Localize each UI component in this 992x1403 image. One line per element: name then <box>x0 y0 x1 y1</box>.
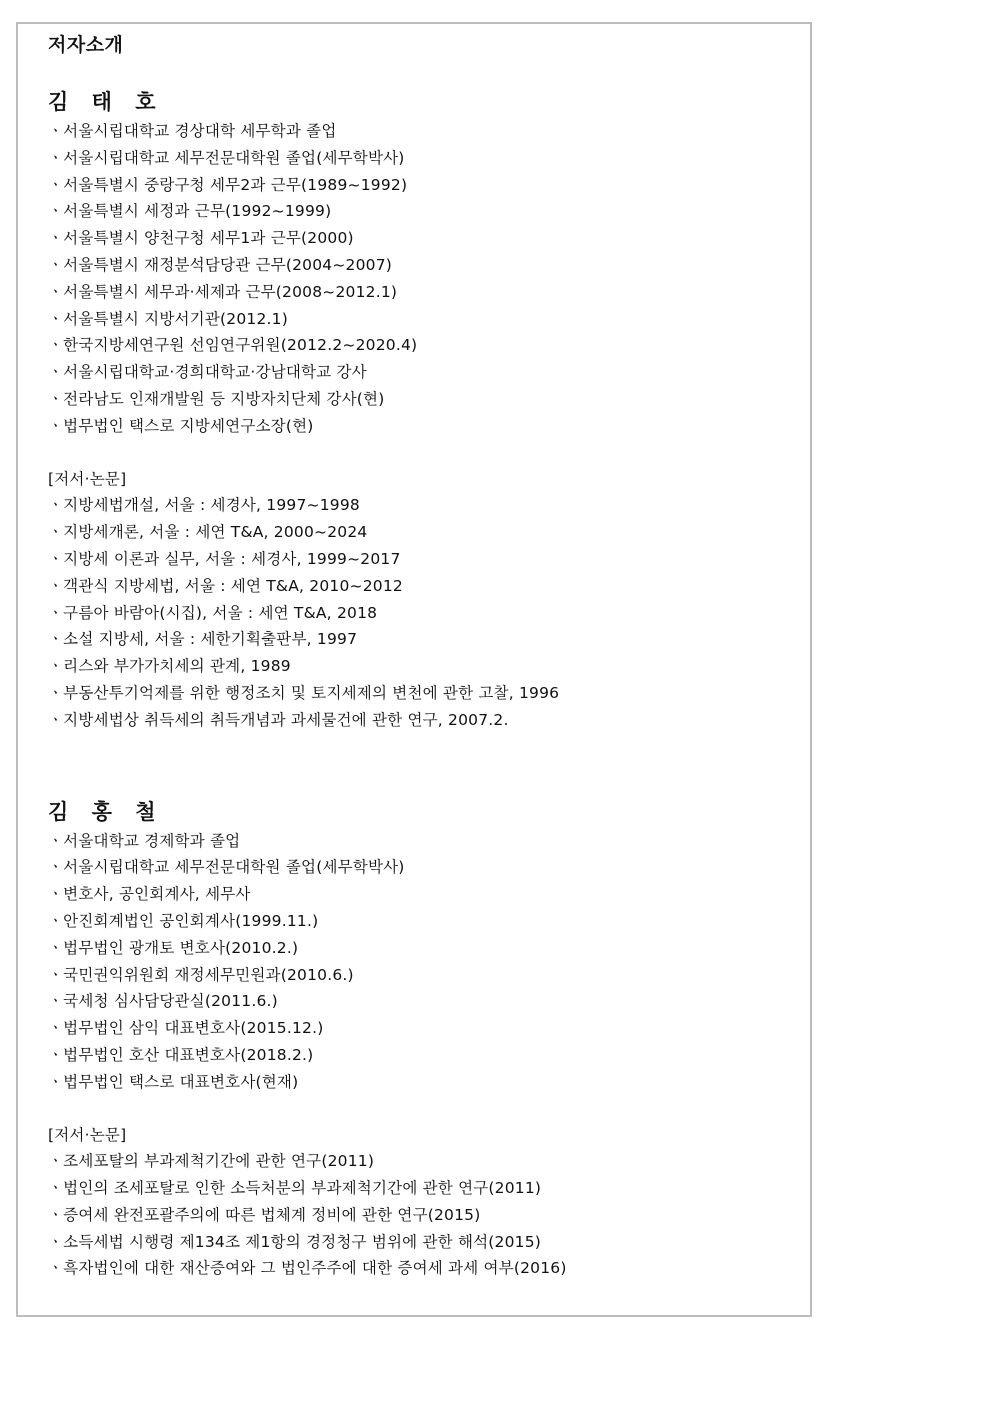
list-item: ㆍ서울특별시 세무과·세제과 근무(2008~2012.1) <box>48 282 398 301</box>
list-item: ㆍ서울특별시 세정과 근무(1992~1999) <box>48 202 332 221</box>
list-item: ㆍ조세포탈의 부과제척기간에 관한 연구(2011) <box>48 1152 375 1171</box>
list-item: ㆍ전라남도 인재개발원 등 지방자치단체 강사(현) <box>48 389 385 408</box>
list-item: ㆍ서울시립대학교 세무전문대학원 졸업(세무학박사) <box>48 148 405 167</box>
list-item: ㆍ법무법인 택스로 대표변호사(현재) <box>48 1072 299 1091</box>
author-name: 김 홍 철 <box>48 799 164 824</box>
publications-list <box>48 1148 798 1282</box>
list-item: ㆍ법무법인 호산 대표변호사(2018.2.) <box>48 1045 314 1064</box>
list-item: ㆍ법무법인 삼익 대표변호사(2015.12.) <box>48 1019 324 1038</box>
publications-list <box>48 492 798 733</box>
publications-label: [저서·논문] <box>48 469 127 488</box>
list-item: ㆍ서울특별시 재정분석담당관 근무(2004~2007) <box>48 255 393 274</box>
career-list <box>48 118 798 440</box>
list-item: ㆍ리스와 부가가치세의 관계, 1989 <box>48 657 291 676</box>
list-item: ㆍ서울시립대학교 세무전문대학원 졸업(세무학박사) <box>48 858 405 877</box>
list-item: ㆍ서울특별시 양천구청 세무1과 근무(2000) <box>48 229 354 248</box>
list-item: ㆍ국민권익위원회 재정세무민원과(2010.6.) <box>48 965 354 984</box>
document-frame <box>16 22 812 1317</box>
author-name: 김 태 호 <box>48 90 164 114</box>
list-item: ㆍ국세청 심사담당관실(2011.6.) <box>48 992 278 1011</box>
list-item: ㆍ법인의 조세포탈로 인한 소득처분의 부과제척기간에 관한 연구(2011) <box>48 1179 542 1198</box>
document-content <box>48 32 798 1282</box>
list-item: ㆍ흑자법인에 대한 재산증여와 그 법인주주에 대한 증여세 과세 여부(2016) <box>48 1259 567 1278</box>
list-item: ㆍ지방세 이론과 실무, 서울 : 세경사, 1999~2017 <box>48 549 401 568</box>
list-item: ㆍ법무법인 택스로 지방세연구소장(현) <box>48 416 314 435</box>
page-title: 저자소개 <box>48 34 124 56</box>
list-item: ㆍ한국지방세연구원 선임연구위원(2012.2~2020.4) <box>48 336 418 355</box>
career-list <box>48 828 798 1096</box>
list-item: ㆍ증여세 완전포괄주의에 따른 법체계 정비에 관한 연구(2015) <box>48 1205 481 1224</box>
list-item: ㆍ구름아 바람아(시집), 서울 : 세연 T&A, 2018 <box>48 603 378 622</box>
list-item: ㆍ서울시립대학교 경상대학 세무학과 졸업 <box>48 122 337 140</box>
list-item: ㆍ객관식 지방세법, 서울 : 세연 T&A, 2010~2012 <box>48 576 403 595</box>
list-item: ㆍ안진회계법인 공인회계사(1999.11.) <box>48 911 319 930</box>
list-item: ㆍ서울특별시 지방서기관(2012.1) <box>48 309 288 328</box>
list-item: ㆍ법무법인 광개토 변호사(2010.2.) <box>48 938 299 957</box>
list-item: ㆍ부동산투기억제를 위한 행정조치 및 토지세제의 변천에 관한 고찰, 1996 <box>48 683 560 702</box>
list-item: ㆍ소설 지방세, 서울 : 세한기획출판부, 1997 <box>48 630 358 649</box>
author-section-1 <box>48 88 798 734</box>
list-item: ㆍ서울특별시 중랑구청 세무2과 근무(1989~1992) <box>48 175 408 194</box>
publications-label: [저서·논문] <box>48 1125 127 1144</box>
list-item: ㆍ변호사, 공인회계사, 세무사 <box>48 885 251 904</box>
list-item: ㆍ지방세법개설, 서울 : 세경사, 1997~1998 <box>48 496 360 515</box>
list-item: ㆍ소득세법 시행령 제134조 제1항의 경정청구 범위에 관한 해석(2015) <box>48 1232 542 1251</box>
author-section-2 <box>48 798 798 1283</box>
list-item: ㆍ지방세법상 취득세의 취득개념과 과세물건에 관한 연구, 2007.2. <box>48 710 509 729</box>
list-item: ㆍ지방세개론, 서울 : 세연 T&A, 2000~2024 <box>48 523 368 542</box>
list-item: ㆍ서울대학교 경제학과 졸업 <box>48 831 241 850</box>
list-item: ㆍ서울시립대학교·경희대학교·강남대학교 강사 <box>48 363 367 382</box>
